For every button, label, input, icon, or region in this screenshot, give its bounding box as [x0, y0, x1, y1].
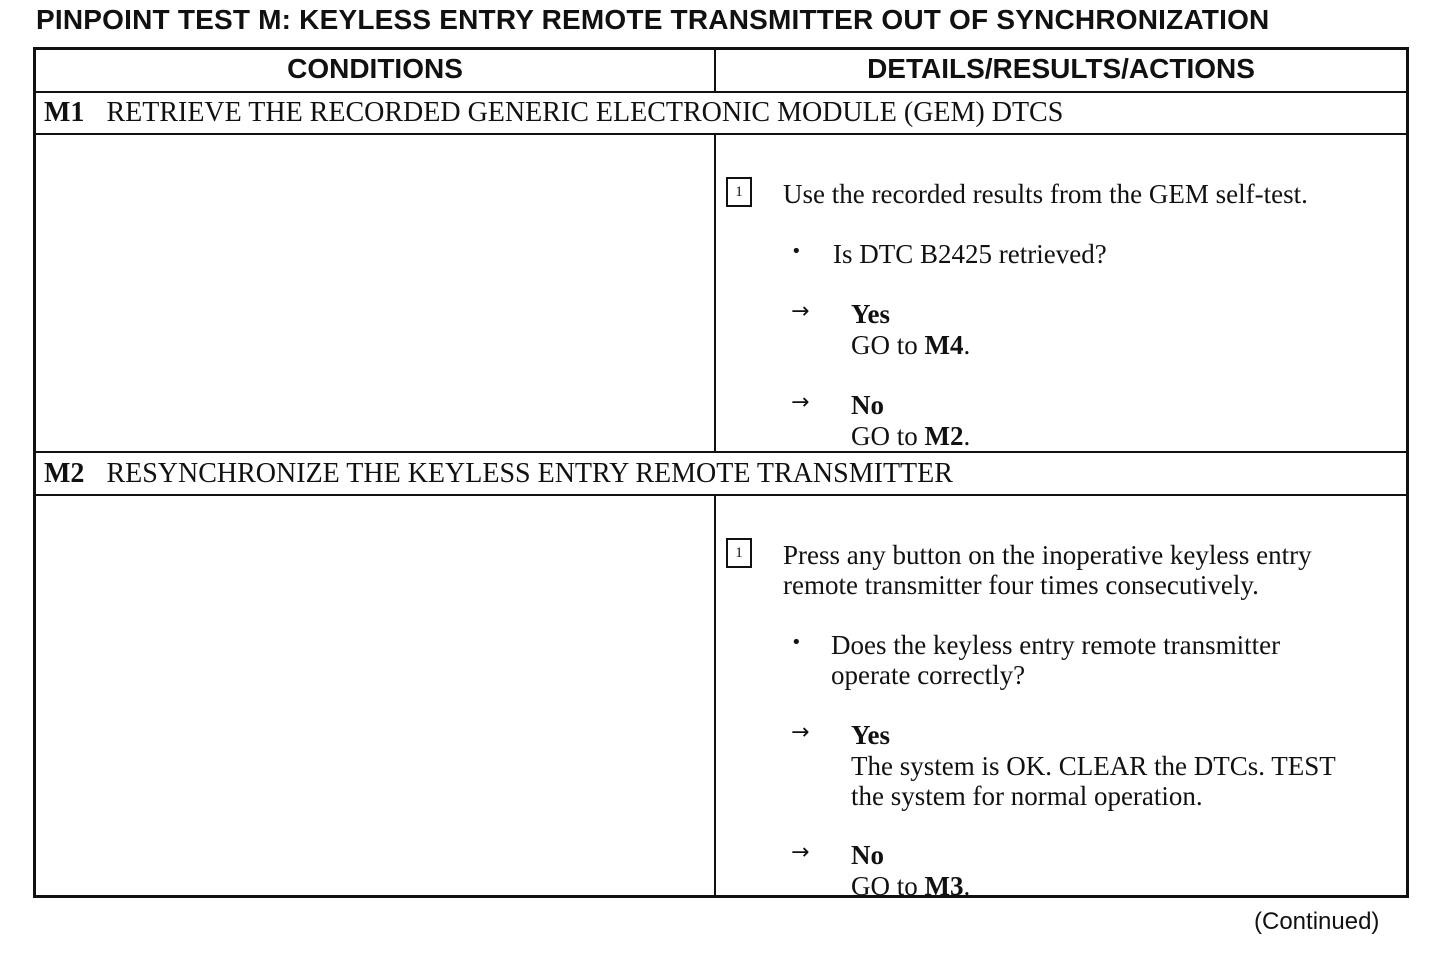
- step-id: M2: [44, 458, 85, 489]
- instruction-text: Use the recorded results from the GEM self-test.: [783, 179, 1308, 209]
- instruction-text: Press any button on the inoperative keyless entry remote transmitter four times consecutively.: [783, 540, 1312, 600]
- yes-label: Yes: [851, 720, 890, 750]
- column-header-conditions: CONDITIONS: [287, 53, 463, 84]
- no-label: No: [851, 840, 884, 870]
- step-title: RETRIEVE THE RECORDED GENERIC ELECTRONIC MODULE (GEM) DTCS: [106, 97, 1064, 128]
- yes-action: The system is OK. CLEAR the DTCs. TEST the system for normal operation.: [851, 751, 1336, 811]
- step-box: 1: [726, 177, 752, 207]
- yes-action: GO to M4.: [851, 330, 971, 360]
- divider: [714, 494, 716, 896]
- arrow-right-icon: →: [791, 299, 810, 324]
- arrow-right-icon: →: [791, 840, 810, 865]
- arrow-right-icon: →: [791, 390, 810, 415]
- divider: [36, 451, 1406, 453]
- yes-label: Yes: [851, 299, 890, 329]
- divider: [36, 133, 1406, 135]
- page-title: PINPOINT TEST M: KEYLESS ENTRY REMOTE TRANSMITTER OUT OF SYNCHRONIZATION: [36, 4, 1270, 35]
- no-action: GO to M2.: [851, 421, 971, 451]
- step-heading-m1: [44, 97, 1063, 129]
- step-box: 1: [726, 538, 752, 568]
- column-header-details: DETAILS/RESULTS/ACTIONS: [867, 53, 1255, 84]
- no-label: No: [851, 390, 884, 420]
- question-text: Is DTC B2425 retrieved?: [833, 239, 1107, 269]
- divider: [714, 50, 716, 91]
- divider: [36, 494, 1406, 496]
- no-action: GO to M3.: [851, 871, 971, 901]
- step-id: M1: [44, 97, 85, 128]
- arrow-right-icon: →: [791, 720, 810, 745]
- step-heading-m2: [44, 458, 953, 490]
- bullet-icon: •: [791, 632, 802, 653]
- divider: [36, 91, 1406, 93]
- bullet-icon: •: [791, 241, 802, 262]
- pinpoint-table: [33, 47, 1409, 901]
- step-title: RESYNCHRONIZE THE KEYLESS ENTRY REMOTE TRANSMITTER: [106, 458, 953, 489]
- question-text: Does the keyless entry remote transmitter operate correctly?: [831, 630, 1281, 690]
- continued-note: (Continued): [1254, 908, 1380, 935]
- divider: [714, 133, 716, 451]
